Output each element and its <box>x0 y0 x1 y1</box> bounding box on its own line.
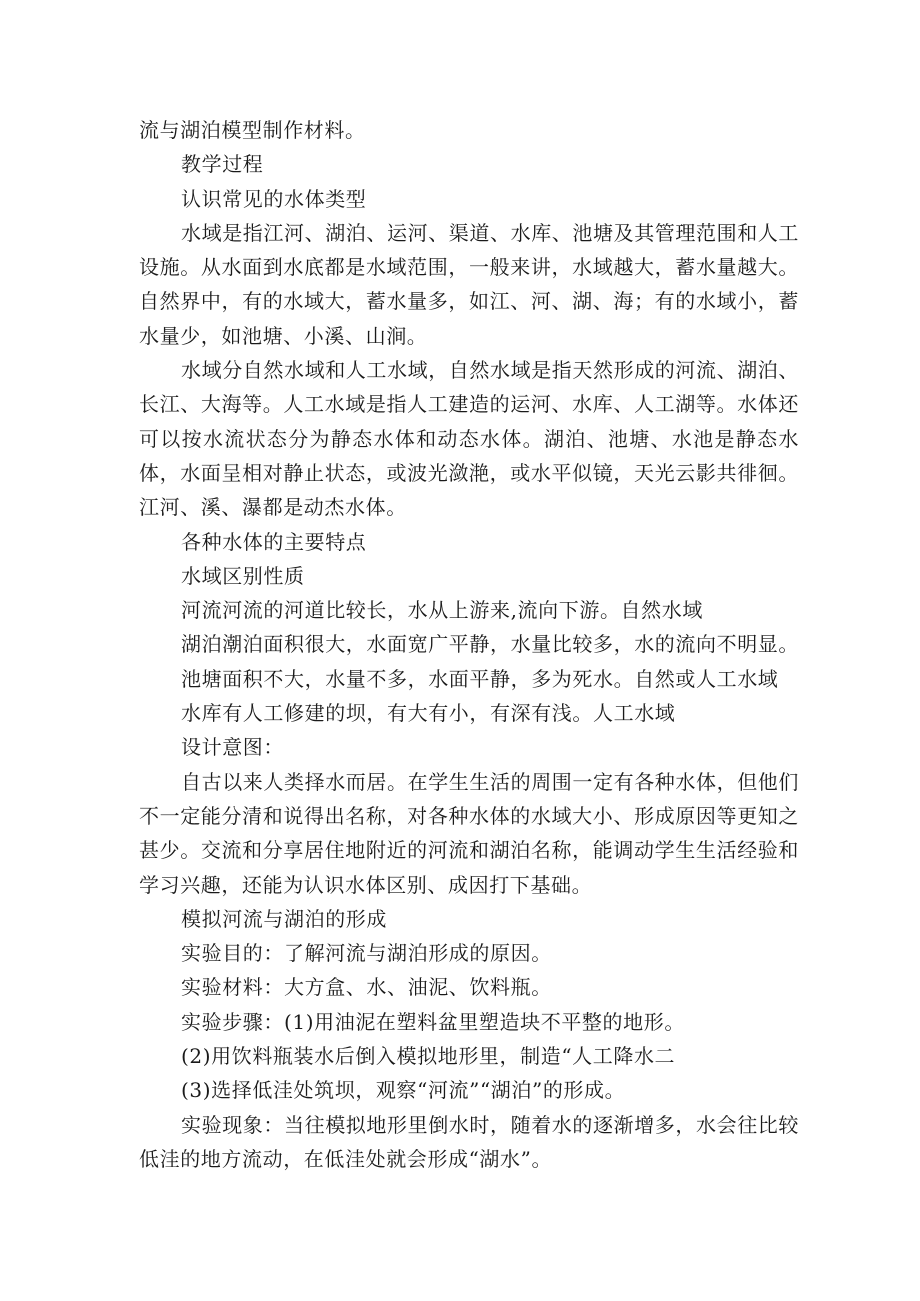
paragraph-design-intent: 自古以来人类择水而居。在学生生活的周围一定有各种水体，但他们不一定能分清和说得出名称，对各种水体的水域大小、形成原因等更知之甚少。交流和分享居住地附近的河流和湖泊名称，能调动学生生活经验和学习兴趣，还能为认识水体区别、成因打下基础。 <box>139 769 799 897</box>
experiment-step-2: (2)用饮料瓶装水后倒入模拟地形里，制造“人工降水二 <box>181 1044 676 1069</box>
feature-line-lake: 湖泊潮泊面积很大，水面宽广平静，水量比较多，水的流向不明显。 <box>181 632 799 657</box>
heading-design-intent: 设计意图： <box>181 735 284 760</box>
paragraph-natural-artificial: 水域分自然水域和人工水域，自然水域是指天然形成的河流、湖泊、长江、大海等。人工水域是指人工建造的运河、水库、人工湖等。水体还可以按水流状态分为静态水体和动态水体。湖泊、池塘、水池是静态水体，水面呈相对静止状态，或波光潋滟，或水平似镜，天光云影共徘徊。江河、溪、瀑都是动杰水体。 <box>139 358 799 520</box>
paragraph-water-area-definition: 水域是指江河、湖泊、运河、渠道、水库、池塘及其管理范围和人工设施。从水面到水底都是水域范围，一般来讲，水域越大，蓄水量越大。自然界中，有的水域大，蓄水量多，如江、河、湖、海；有的水域小，蓄水量少，如池塘、小溪、山涧。 <box>139 220 799 348</box>
experiment-step-3: (3)选择低洼处筑坝，观察“河流”“湖泊”的形成。 <box>181 1078 626 1103</box>
experiment-purpose: 实验目的：了解河流与湖泊形成的原因。 <box>181 941 552 966</box>
feature-line-reservoir: 水库有人工修建的坝，有大有小，有深有浅。人工水域 <box>181 701 676 726</box>
experiment-phenomenon: 实验现象：当往模拟地形里倒水时，随着水的逐渐增多，水会往比较低洼的地方流动，在低洼处就会形成“湖水”。 <box>139 1112 799 1171</box>
heading-teaching-process: 教学过程 <box>181 152 264 177</box>
heading-simulation: 模拟河流与湖泊的形成 <box>181 906 387 931</box>
heading-water-features: 各种水体的主要特点 <box>181 529 367 554</box>
table-header-line: 水域区别性质 <box>181 563 305 588</box>
document-body <box>139 113 799 1176</box>
feature-line-river: 河流河流的河道比较长，水从上游来,流向下游。自然水域 <box>181 598 703 623</box>
experiment-step-1: 实验步骤：(1)用油泥在塑料盆里塑造块不平整的地形。 <box>181 1009 685 1034</box>
experiment-materials: 实验材料：大方盒、水、油泥、饮料瓶。 <box>181 975 552 1000</box>
feature-line-pond: 池塘面积不大，水量不多，水面平静，多为死水。自然或人工水域 <box>181 666 779 691</box>
paragraph-continuation: 流与湖泊模型制作材料。 <box>139 118 366 142</box>
heading-water-types: 认识常见的水体类型 <box>181 186 367 211</box>
